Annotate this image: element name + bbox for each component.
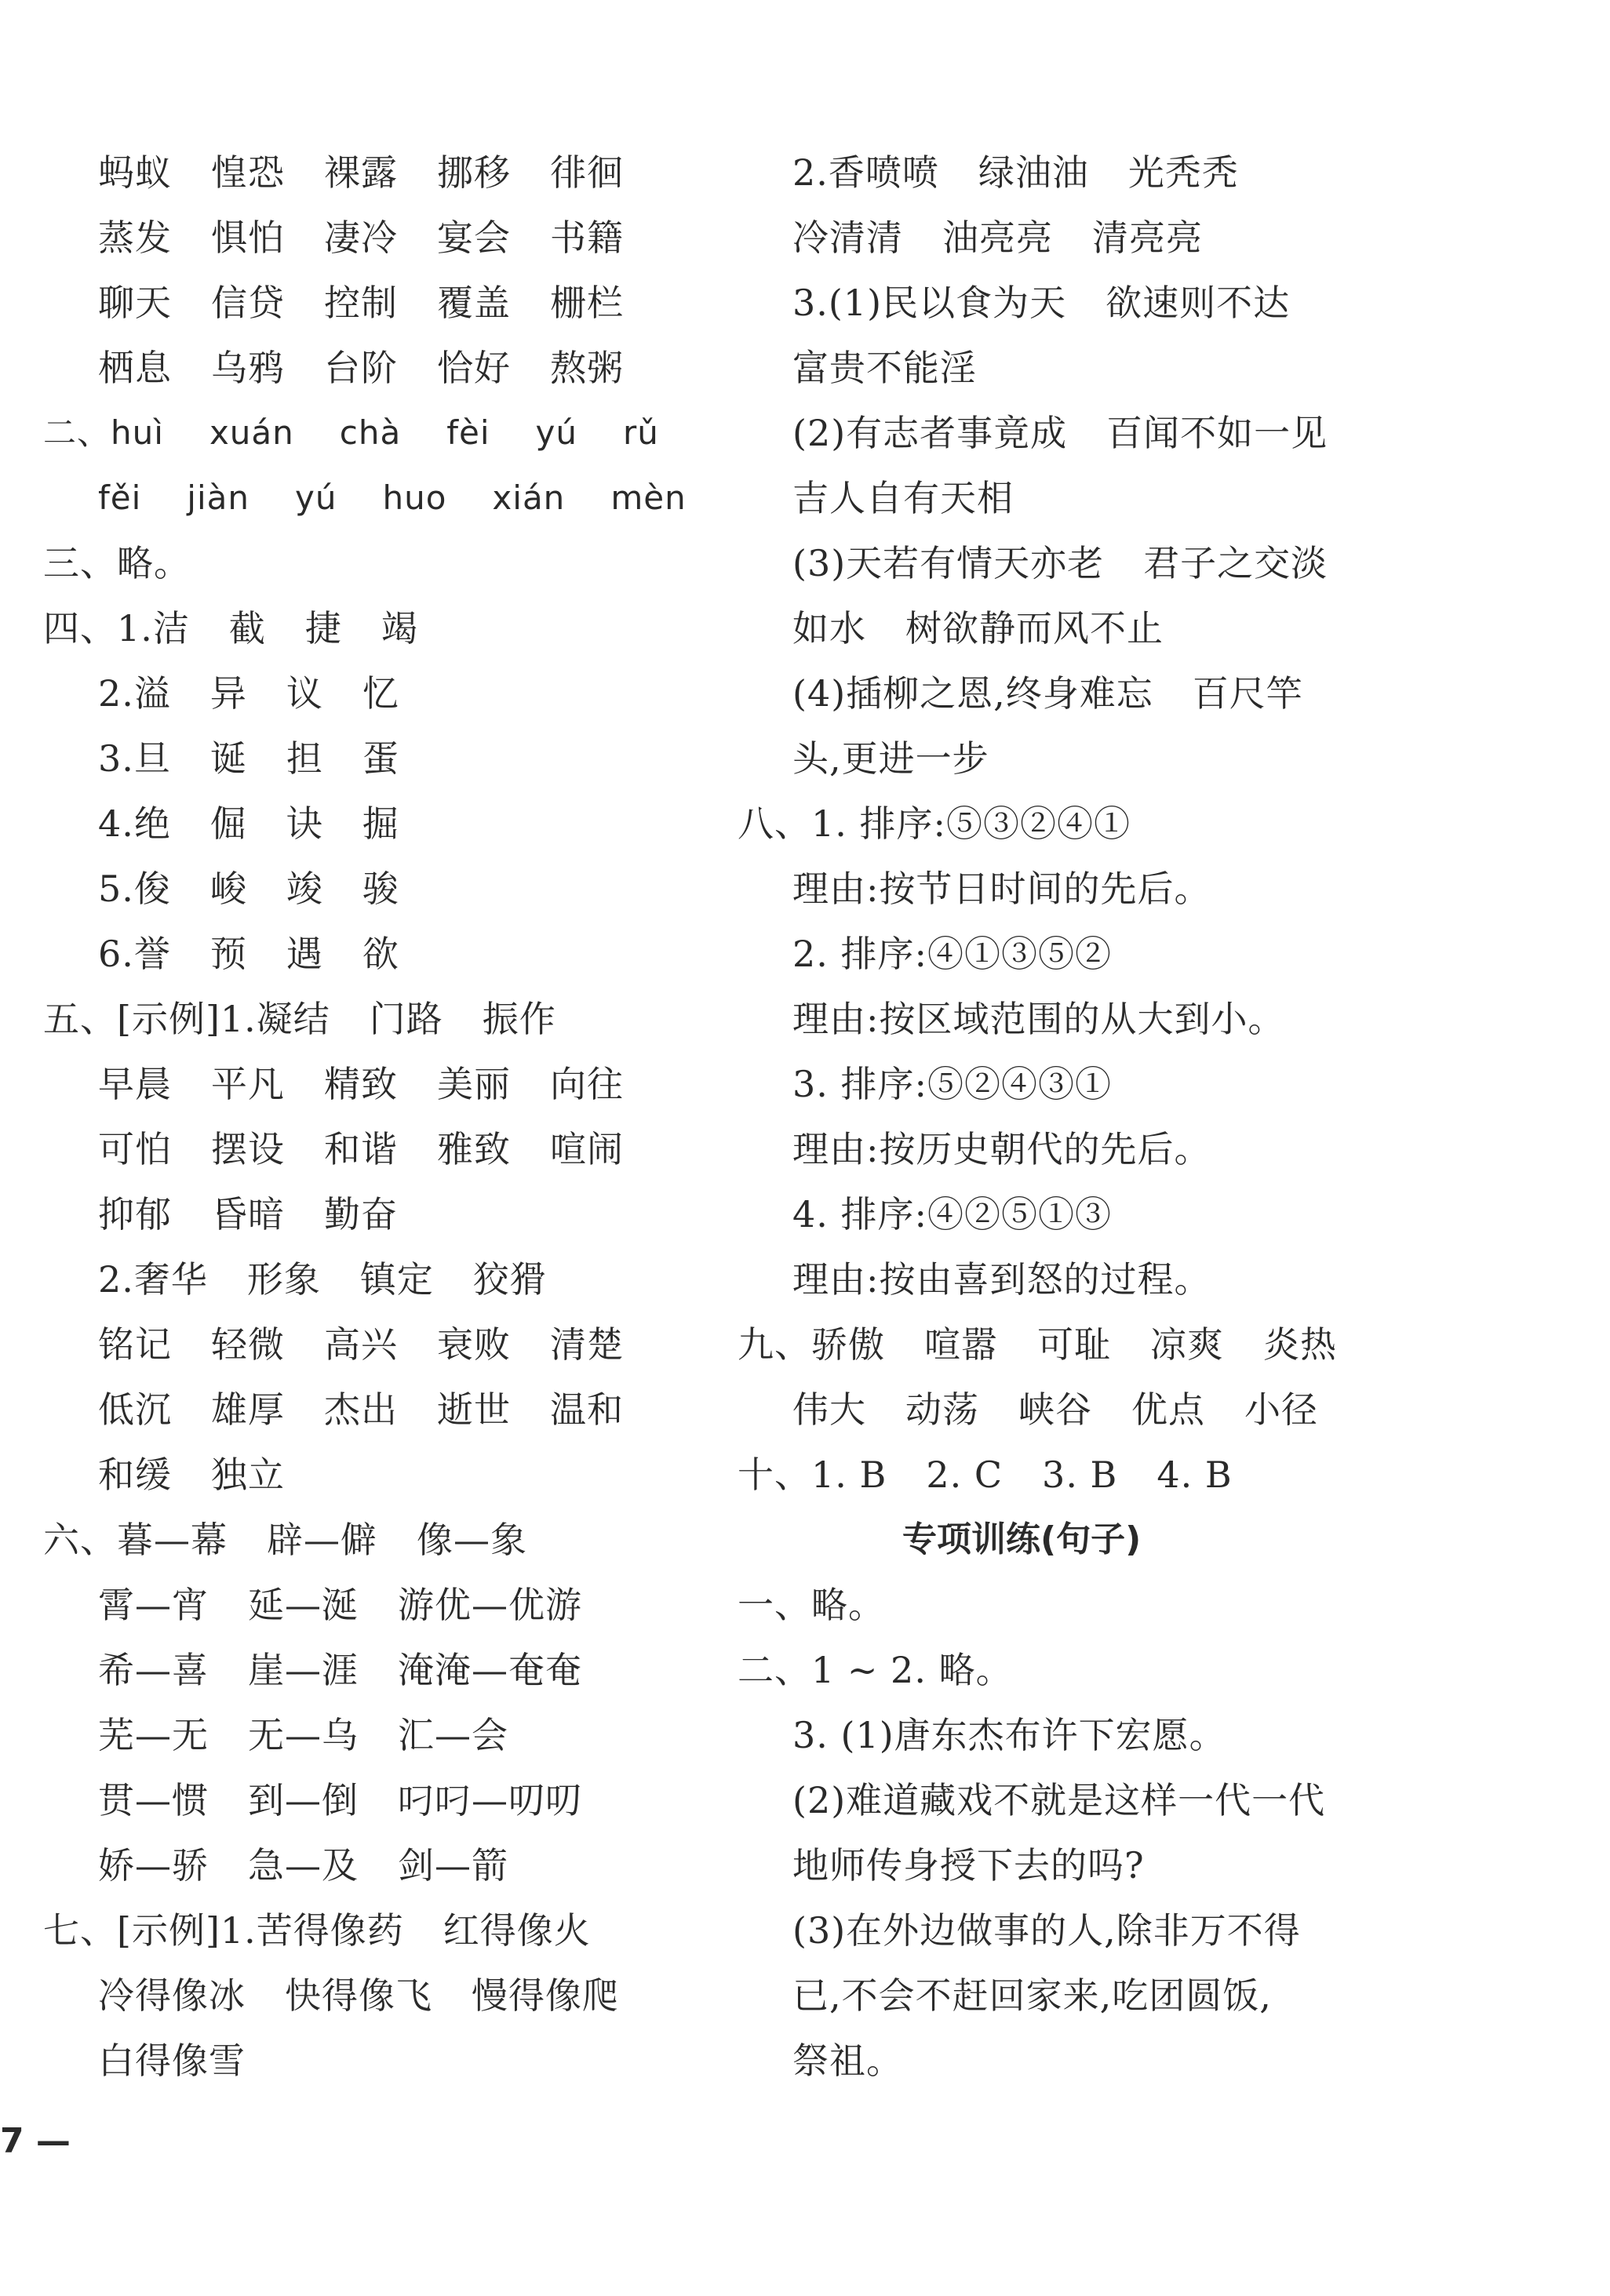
answer-word: 急—及 <box>248 1844 359 1887</box>
answer-word: 头,更进一步 <box>792 737 989 780</box>
answer-word: 天若有情天亦老 <box>846 542 1105 584</box>
answer-word: 红得像火 <box>443 1909 591 1952</box>
answer-line <box>98 1126 624 1173</box>
item-number: 十、 <box>738 1454 811 1496</box>
answer-line <box>98 1581 582 1628</box>
answer-word: 淹淹—奄奄 <box>398 1649 582 1691</box>
answer-word: 游优—优游 <box>398 1584 582 1626</box>
answer-word: 叼叼—叨叨 <box>398 1779 582 1821</box>
answer-line <box>98 735 399 782</box>
line-text: 2. 排序:④①③⑤② <box>792 933 1113 975</box>
answer-word: 截 <box>228 607 266 650</box>
answer-word: 崖—涯 <box>248 1649 359 1691</box>
answer-word: 优点 <box>1131 1388 1205 1431</box>
answer-word: 异 <box>209 672 247 715</box>
answer-word: 绝 <box>133 802 171 845</box>
answer-word: 栖息 <box>98 347 172 389</box>
answer-line <box>792 279 1290 326</box>
answer-line <box>792 1386 1318 1433</box>
answer-word: 门路 <box>369 998 443 1040</box>
answer-word: 台阶 <box>324 347 398 389</box>
answer-word: 竣 <box>286 868 323 910</box>
answer-word: 凉爽 <box>1150 1323 1224 1366</box>
answer-line <box>98 1321 624 1368</box>
answer-line <box>98 1061 624 1108</box>
answer-word: 温和 <box>550 1388 624 1431</box>
answer-word: 快得像飞 <box>285 1974 432 2017</box>
line-text: 4. 排序:④②⑤①③ <box>792 1193 1113 1235</box>
answer-word: fèi <box>446 413 490 452</box>
item-number: (2) <box>792 412 847 454</box>
answer-word: mèn <box>610 478 687 517</box>
answer-word: 霄—宵 <box>98 1584 209 1626</box>
item-number: 6. <box>98 933 134 975</box>
answer-line <box>792 409 1328 457</box>
answer-word: 恰好 <box>437 347 511 389</box>
answer-line <box>792 735 989 782</box>
answer-line <box>98 214 624 261</box>
line-text: 理由:按节日时间的先后。 <box>792 868 1211 910</box>
answer-line <box>792 344 977 391</box>
answer-word: 绿油油 <box>978 151 1089 194</box>
answer-word: 议 <box>286 672 323 715</box>
answer-word: 美丽 <box>437 1063 511 1105</box>
answer-word: 炎热 <box>1263 1323 1337 1366</box>
answer-word: yú <box>535 413 578 452</box>
answer-word: 雄厚 <box>211 1388 285 1431</box>
answer-word: 奢华 <box>133 1258 208 1301</box>
answer-line <box>738 1646 1013 1694</box>
answer-word: 1. B <box>811 1454 887 1496</box>
answer-word: 骄傲 <box>811 1323 885 1366</box>
answer-word: 覆盖 <box>437 282 511 324</box>
answer-word: 芜—无 <box>98 1714 209 1756</box>
answer-word: 捷 <box>304 607 342 650</box>
item-number: 2. <box>98 672 134 715</box>
item-number: (4) <box>792 672 847 715</box>
answer-line <box>792 1191 1112 1238</box>
answer-word: 勤奋 <box>324 1193 398 1235</box>
answer-line <box>738 1321 1337 1368</box>
answer-line <box>792 1842 1145 1889</box>
answer-line <box>98 475 687 522</box>
answer-word: 溢 <box>133 672 171 715</box>
answer-word: 光秃秃 <box>1127 151 1239 194</box>
answer-word: 抑郁 <box>98 1193 172 1235</box>
answer-word: 衰败 <box>437 1323 511 1366</box>
answer-word: 可怕 <box>98 1128 172 1170</box>
answer-word: 无—乌 <box>248 1714 359 1756</box>
answer-word: xián <box>492 478 566 517</box>
answer-word: yú <box>295 478 337 517</box>
item-number: 六、 <box>43 1519 117 1561</box>
answer-word: 君子之交淡 <box>1143 542 1328 584</box>
answer-word: 摆设 <box>211 1128 285 1170</box>
line-text: 理由:按区域范围的从大到小。 <box>792 998 1285 1040</box>
answer-word: 清楚 <box>550 1323 624 1366</box>
answer-word: 蒸发 <box>98 217 172 259</box>
item-number: 九、 <box>738 1323 811 1366</box>
answer-line <box>792 1061 1112 1108</box>
answer-word: 诀 <box>286 802 323 845</box>
line-text: (3)在外边做事的人,除非万不得 <box>792 1909 1301 1952</box>
answer-word: 可耻 <box>1037 1323 1111 1366</box>
answer-line <box>43 409 659 457</box>
answer-word: 2. C <box>926 1454 1004 1496</box>
answer-line <box>98 930 399 977</box>
answer-line <box>98 800 399 847</box>
section-heading: 专项训练(句子) <box>902 1519 1142 1559</box>
answer-word: 苦得像药 <box>256 1909 404 1952</box>
item-number: 二、 <box>43 413 111 452</box>
answer-word: 聊天 <box>98 282 172 324</box>
answer-word: 动荡 <box>905 1388 979 1431</box>
answer-word: 竭 <box>381 607 418 650</box>
answer-line <box>792 605 1164 652</box>
answer-line <box>792 1256 1211 1303</box>
answer-word: 伟大 <box>792 1388 866 1431</box>
answer-line <box>792 149 1239 196</box>
line-text: 八、1. 排序:⑤③②④① <box>738 802 1131 845</box>
line-text: 祭祖。 <box>792 2039 903 2082</box>
answer-word: 惧怕 <box>211 217 285 259</box>
item-number: 四、1. <box>43 607 153 650</box>
answer-word: 形象 <box>246 1258 321 1301</box>
answer-word: 白得像雪 <box>98 2039 246 2082</box>
answer-line <box>98 149 624 196</box>
line-text: 理由:按历史朝代的先后。 <box>792 1128 1211 1170</box>
answer-word: 富贵不能淫 <box>792 347 977 389</box>
item-number: (3) <box>792 542 847 584</box>
answer-line <box>98 344 624 391</box>
answer-word: 百闻不如一见 <box>1106 412 1328 454</box>
answer-line <box>792 865 1211 912</box>
answer-line <box>98 1972 619 2019</box>
item-number: 2. <box>98 1258 134 1301</box>
answer-line <box>43 1516 527 1563</box>
answer-word: 香喷喷 <box>828 151 939 194</box>
answer-line <box>792 475 1014 522</box>
item-number: 七、[示例]1. <box>43 1909 257 1952</box>
answer-word: 诞 <box>209 737 247 780</box>
answer-word: 慢得像爬 <box>472 1974 619 2017</box>
answer-line <box>738 1581 885 1628</box>
line-text: 二、1 ~ 2. 略。 <box>738 1649 1013 1691</box>
answer-word: 掘 <box>362 802 399 845</box>
answer-word: 昏暗 <box>211 1193 285 1235</box>
answer-line <box>792 1972 1272 2019</box>
answer-line <box>98 670 399 717</box>
answer-word: chà <box>339 413 402 452</box>
line-text: 一、略。 <box>738 1584 885 1626</box>
answer-line <box>98 1191 398 1238</box>
answer-line <box>43 995 556 1042</box>
answer-word: 喧闹 <box>550 1128 624 1170</box>
answer-word: 百尺竿 <box>1192 672 1303 715</box>
answer-word: 凄冷 <box>324 217 398 259</box>
item-number: 3. <box>98 737 134 780</box>
item-number: 4. <box>98 802 134 845</box>
answer-word: 冷清清 <box>792 217 903 259</box>
answer-word: 镇定 <box>359 1258 434 1301</box>
answer-word: 旦 <box>133 737 171 780</box>
answer-line <box>98 1386 624 1433</box>
answer-word: 平凡 <box>211 1063 285 1105</box>
answer-word: 欲 <box>362 933 399 975</box>
answer-word: 向往 <box>550 1063 624 1105</box>
answer-line <box>98 1451 285 1498</box>
answer-word: 插柳之恩,终身难忘 <box>846 672 1153 715</box>
answer-line <box>98 1777 582 1824</box>
answer-line <box>98 2037 246 2084</box>
answer-word: 吉人自有天相 <box>792 477 1014 519</box>
answer-word: 独立 <box>211 1454 285 1496</box>
answer-word: 精致 <box>324 1063 398 1105</box>
item-number: 2. <box>792 151 829 194</box>
answer-word: 挪移 <box>437 151 511 194</box>
answer-line <box>792 1907 1301 1954</box>
line-text: 理由:按由喜到怒的过程。 <box>792 1258 1211 1301</box>
answer-word: 信贷 <box>211 282 285 324</box>
answer-word: 暮—幕 <box>117 1519 228 1561</box>
answer-line <box>98 1842 508 1889</box>
answer-line <box>792 2037 903 2084</box>
answer-word: 栅栏 <box>550 282 624 324</box>
answer-line <box>792 1126 1211 1173</box>
line-text: 3. (1)唐东杰布许下宏愿。 <box>792 1714 1226 1756</box>
answer-word: 贯—惯 <box>98 1779 209 1821</box>
line-text: 三、略。 <box>43 542 191 584</box>
answer-line <box>98 279 624 326</box>
answer-word: 铭记 <box>98 1323 172 1366</box>
answer-word: 娇—骄 <box>98 1844 209 1887</box>
answer-word: 徘徊 <box>550 151 624 194</box>
answer-word: 汇—会 <box>398 1714 508 1756</box>
answer-word: 轻微 <box>211 1323 285 1366</box>
answer-line <box>98 1712 508 1759</box>
answer-word: fěi <box>98 478 142 517</box>
answer-word: 民以食为天 <box>882 282 1067 324</box>
answer-line <box>43 1907 591 1954</box>
answer-word: 喧嚣 <box>924 1323 998 1366</box>
answer-line <box>98 865 399 912</box>
answer-word: 裸露 <box>324 151 398 194</box>
answer-line <box>43 605 418 652</box>
answer-word: 欲速则不达 <box>1106 282 1291 324</box>
answer-word: 遇 <box>286 933 323 975</box>
answer-line <box>792 1777 1325 1824</box>
answer-line <box>792 930 1112 977</box>
answer-word: 雅致 <box>437 1128 511 1170</box>
item-number: 3.(1) <box>792 282 883 324</box>
answer-word: 小径 <box>1244 1388 1318 1431</box>
line-text: 3. 排序:⑤②④③① <box>792 1063 1113 1105</box>
answer-word: 杰出 <box>324 1388 398 1431</box>
answer-line <box>792 995 1285 1042</box>
answer-word: jiàn <box>187 478 250 517</box>
answer-word: 低沉 <box>98 1388 172 1431</box>
answer-word: 书籍 <box>550 217 624 259</box>
answer-word: 惶恐 <box>211 151 285 194</box>
answer-word: 忆 <box>362 672 399 715</box>
page-number: 7 — <box>0 2121 71 2161</box>
answer-word: 早晨 <box>98 1063 172 1105</box>
answer-line <box>792 540 1328 587</box>
answer-word: 逝世 <box>437 1388 511 1431</box>
answer-word: 油亮亮 <box>942 217 1053 259</box>
answer-word: 如水 <box>792 607 866 650</box>
item-number: 五、[示例]1. <box>43 998 257 1040</box>
answer-line <box>98 1256 547 1303</box>
answer-word: xuán <box>209 413 294 452</box>
answer-word: 清亮亮 <box>1092 217 1203 259</box>
answer-word: 振作 <box>482 998 556 1040</box>
answer-word: 洁 <box>152 607 190 650</box>
answer-word: 担 <box>286 737 323 780</box>
answer-line <box>792 1712 1226 1759</box>
answer-word: 乌鸦 <box>211 347 285 389</box>
answer-word: 峻 <box>209 868 247 910</box>
answer-word: 控制 <box>324 282 398 324</box>
answer-line <box>792 214 1203 261</box>
answer-word: 冷得像冰 <box>98 1974 246 2017</box>
answer-word: 俊 <box>133 868 171 910</box>
answer-word: 峡谷 <box>1018 1388 1092 1431</box>
answer-word: 和谐 <box>324 1128 398 1170</box>
answer-word: 延—涎 <box>248 1584 359 1626</box>
answer-word: 倔 <box>209 802 247 845</box>
answer-word: 宴会 <box>437 217 511 259</box>
answer-word: 辟—僻 <box>267 1519 377 1561</box>
answer-word: 狡猾 <box>472 1258 547 1301</box>
answer-line <box>792 670 1303 717</box>
answer-word: 蚂蚁 <box>98 151 172 194</box>
answer-word: 像—象 <box>417 1519 527 1561</box>
answer-word: 熬粥 <box>550 347 624 389</box>
answer-word: 预 <box>209 933 247 975</box>
answer-word: 有志者事竟成 <box>846 412 1068 454</box>
line-text: (2)难道藏戏不就是这样一代一代 <box>792 1779 1326 1821</box>
answer-word: 3. B <box>1042 1454 1118 1496</box>
answer-word: 和缓 <box>98 1454 172 1496</box>
line-text: 已,不会不赶回家来,吃团圆饭, <box>792 1974 1272 2017</box>
line-text: 地师传身授下去的吗? <box>792 1844 1145 1887</box>
answer-word: 希—喜 <box>98 1649 209 1691</box>
answer-word: 4. B <box>1157 1454 1233 1496</box>
answer-line <box>738 1451 1233 1498</box>
answer-line <box>43 540 191 587</box>
answer-word: huo <box>382 478 447 517</box>
answer-word: 誉 <box>133 933 171 975</box>
answer-word: 凝结 <box>256 998 330 1040</box>
answer-word: rǔ <box>623 413 659 452</box>
item-number: 5. <box>98 868 134 910</box>
answer-word: huì <box>111 413 164 452</box>
answer-word: 骏 <box>362 868 399 910</box>
answer-word: 剑—箭 <box>398 1844 508 1887</box>
answer-word: 到—倒 <box>248 1779 359 1821</box>
answer-line <box>98 1646 582 1694</box>
answer-line <box>738 800 1131 847</box>
answer-word: 高兴 <box>324 1323 398 1366</box>
answer-word: 树欲静而风不止 <box>905 607 1164 650</box>
answer-word: 蛋 <box>362 737 399 780</box>
